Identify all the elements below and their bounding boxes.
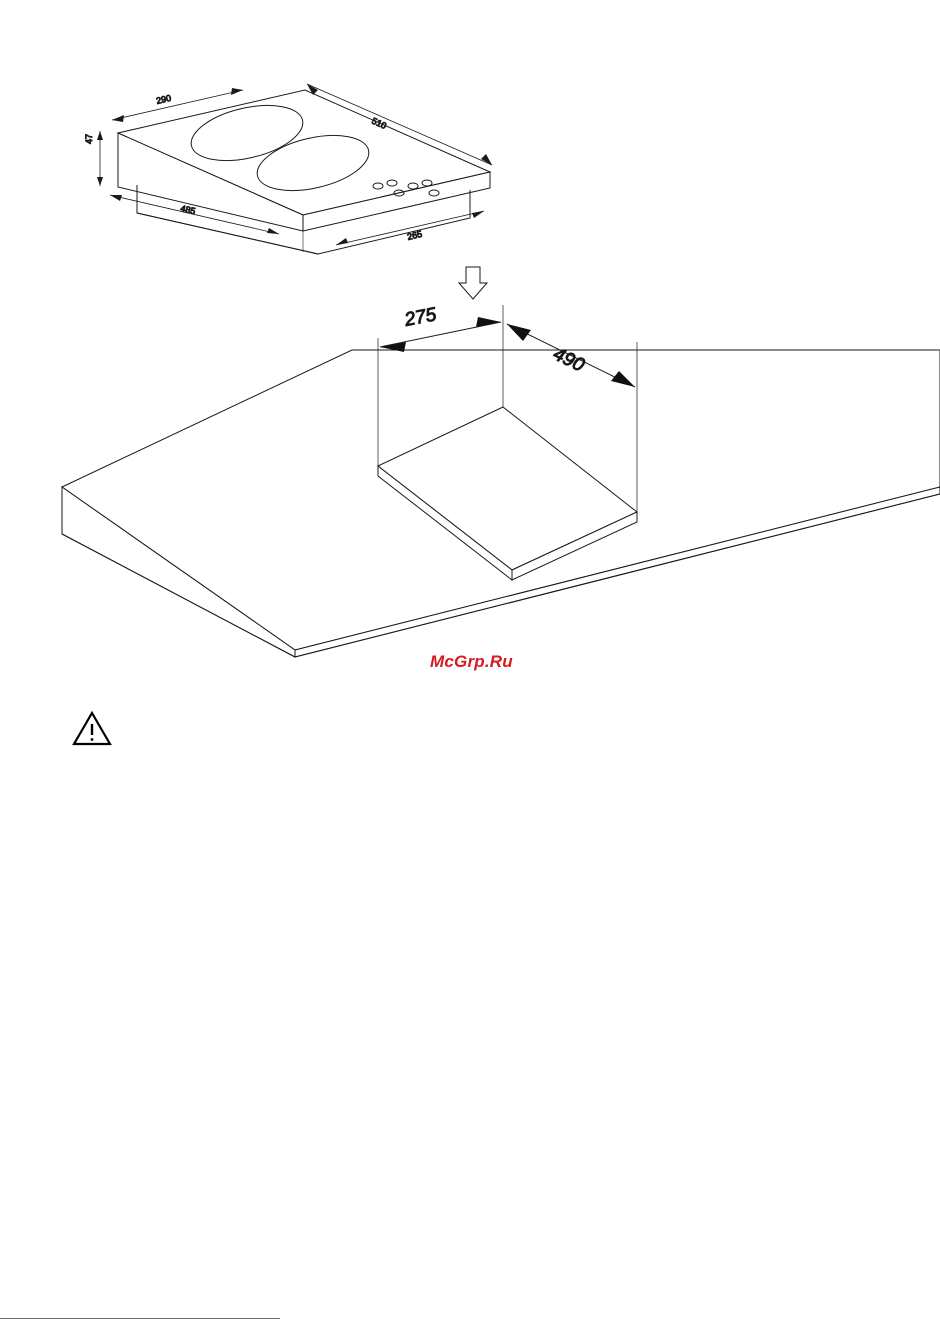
- dim-label-275: 275: [402, 304, 439, 331]
- down-arrow-icon-top: [459, 267, 487, 299]
- warning-triangle-icon: [74, 713, 110, 744]
- dim-line-275: [380, 322, 501, 347]
- dim-arrow-290-start: [112, 115, 124, 122]
- dim-label-265: 265: [406, 228, 424, 242]
- dim-label-47: 47: [84, 133, 94, 144]
- dim-arrow-485-end: [267, 228, 279, 234]
- dim-label-290: 290: [155, 92, 173, 106]
- dim-arrow-485-start: [110, 195, 122, 201]
- dim-label-485: 485: [179, 203, 197, 217]
- dim-arrow-47-top: [97, 131, 103, 140]
- watermark-text: McGrp.Ru: [430, 652, 513, 671]
- dim-arrow-290-end: [231, 88, 243, 95]
- dim-arrow-490-start: [507, 324, 531, 341]
- worktop-cutout-view: [62, 304, 940, 657]
- dim-label-490: 490: [549, 343, 588, 377]
- dim-arrow-275-end: [476, 317, 501, 327]
- footer-divider: [0, 1318, 280, 1319]
- dim-label-510: 510: [370, 115, 388, 131]
- cooktop-appliance-view: [84, 84, 492, 254]
- dim-arrow-265-end: [472, 211, 484, 218]
- dim-arrow-265-start: [336, 238, 348, 245]
- dim-arrow-47-bottom: [97, 177, 103, 186]
- dim-arrow-510-end: [481, 154, 492, 165]
